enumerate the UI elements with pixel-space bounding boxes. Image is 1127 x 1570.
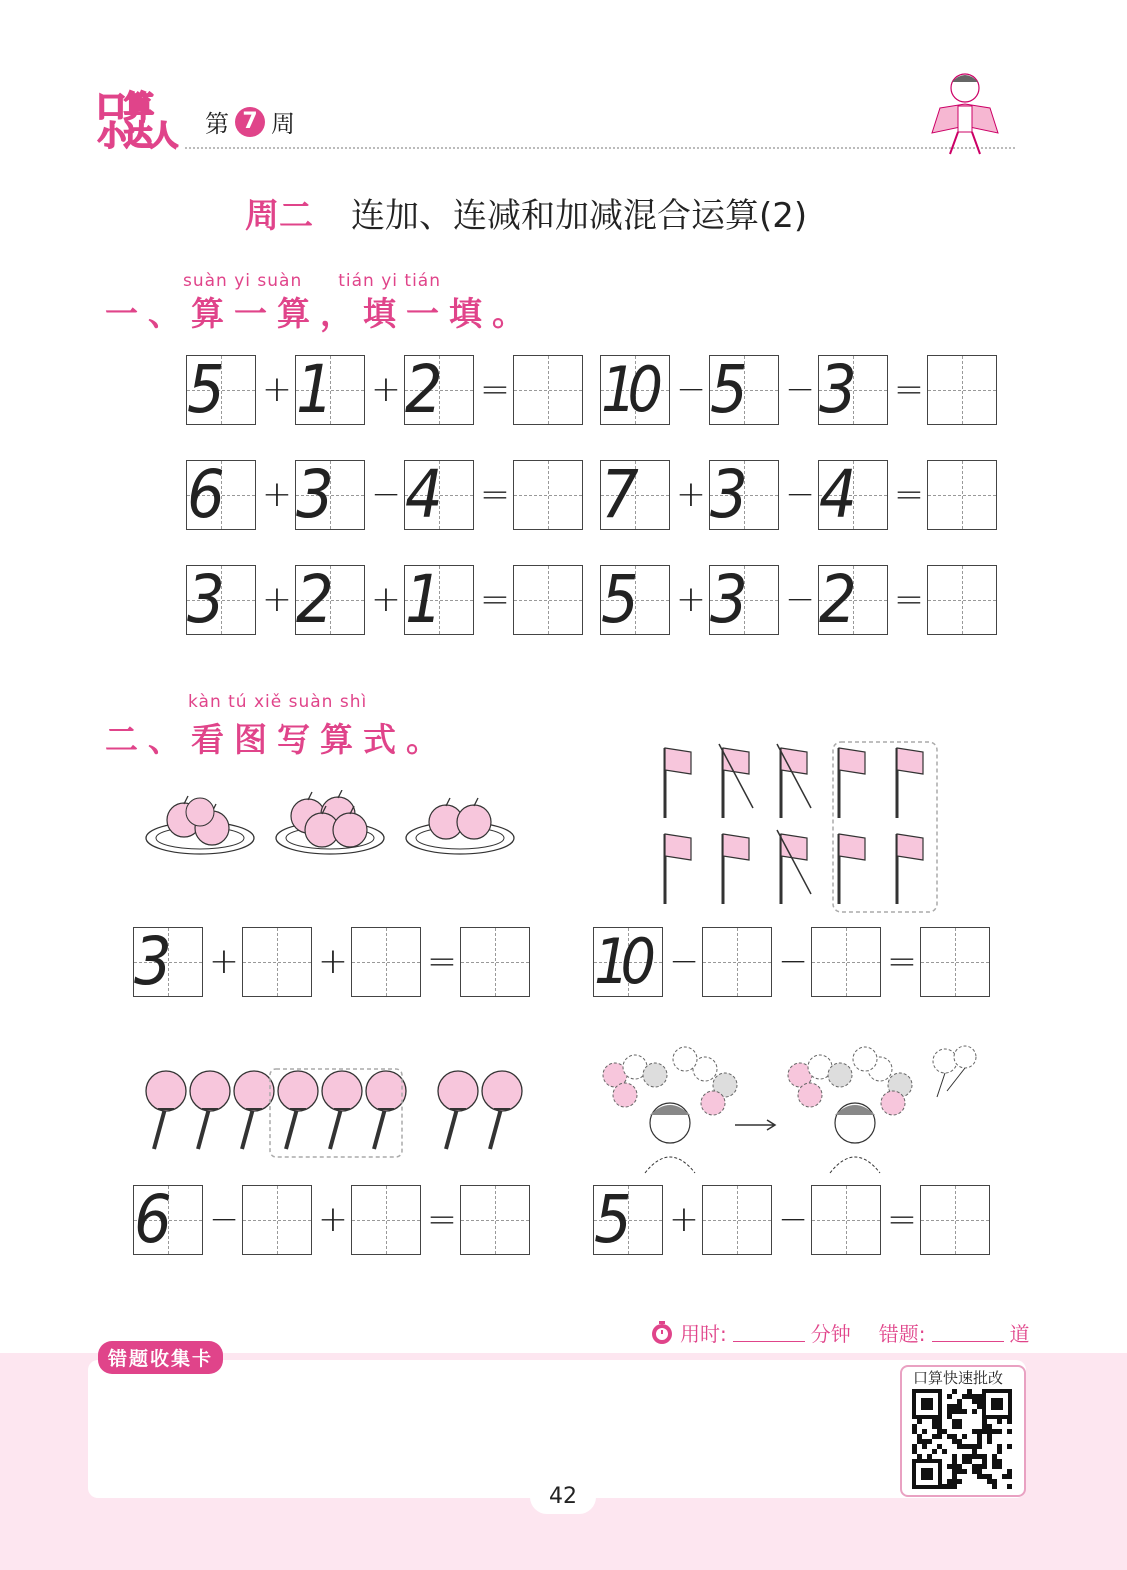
time-unit: 分钟 — [810, 1322, 851, 1346]
operator: + — [261, 579, 293, 620]
lollipop — [438, 1071, 478, 1111]
lollipop — [322, 1071, 362, 1111]
answer-box[interactable] — [920, 1185, 990, 1255]
week-number: 7 — [235, 107, 265, 137]
balloon — [853, 1047, 877, 1071]
lollipop-stick — [330, 1105, 342, 1149]
digit: 2 — [819, 561, 852, 638]
flag — [897, 834, 923, 860]
operator: = — [886, 941, 918, 982]
week-prefix: 第 — [205, 110, 229, 138]
number-box — [709, 456, 779, 533]
section2-heading: 二、看图写算式。 — [105, 720, 449, 759]
operator: = — [479, 474, 511, 515]
error-unit: 道 — [1009, 1322, 1030, 1346]
answer-box[interactable] — [513, 565, 583, 635]
apple — [186, 798, 214, 826]
digit: 4 — [405, 456, 438, 533]
error-collection-card — [88, 1360, 1026, 1498]
operator: + — [317, 1199, 349, 1240]
answer-box[interactable] — [513, 460, 583, 530]
stopwatch-icon — [650, 1321, 674, 1345]
operator: + — [208, 941, 240, 982]
digit: 1 — [405, 561, 438, 638]
balloons-illustration — [595, 1045, 985, 1175]
answer-box[interactable] — [927, 565, 997, 635]
number-box[interactable] — [702, 1185, 772, 1255]
logo — [92, 82, 182, 152]
digit: 5 — [594, 1181, 627, 1258]
lollipop-stick — [374, 1105, 386, 1149]
number-box — [600, 456, 670, 533]
operator: + — [261, 369, 293, 410]
balloon — [673, 1047, 697, 1071]
number-box[interactable] — [702, 927, 772, 997]
flag — [897, 748, 923, 774]
flag — [665, 834, 691, 860]
operator: = — [893, 474, 925, 515]
fruit-plates-illustration — [140, 790, 540, 862]
operator: = — [426, 1199, 458, 1240]
lollipops-illustration — [140, 1065, 540, 1165]
flag — [723, 748, 749, 774]
title-day: 周二 — [245, 196, 313, 236]
number-box — [186, 351, 256, 428]
error-blank[interactable] — [932, 1323, 1004, 1342]
flag — [839, 834, 865, 860]
digit: 1 — [296, 351, 329, 428]
operator: + — [675, 474, 707, 515]
operator: − — [370, 474, 402, 515]
balloon — [828, 1063, 852, 1087]
week-label — [205, 104, 295, 139]
lollipop-stick — [490, 1105, 502, 1149]
time-record — [650, 1318, 1030, 1347]
lollipop — [234, 1071, 274, 1111]
digit: 2 — [296, 561, 329, 638]
operator: + — [317, 941, 349, 982]
balloon — [613, 1083, 637, 1107]
balloon — [701, 1091, 725, 1115]
number-box — [404, 456, 474, 533]
balloon — [954, 1046, 976, 1068]
lollipop-stick — [286, 1105, 298, 1149]
number-box[interactable] — [811, 927, 881, 997]
header-divider — [185, 147, 1015, 149]
number-box — [600, 561, 670, 638]
number-box — [186, 456, 256, 533]
balloon — [933, 1049, 957, 1073]
digit: 5 — [710, 351, 743, 428]
answer-box[interactable] — [920, 927, 990, 997]
operator: − — [784, 474, 816, 515]
section2-pinyin: kàn tú xiě suàn shì — [188, 692, 368, 712]
number-box[interactable] — [811, 1185, 881, 1255]
operator: − — [208, 1199, 240, 1240]
time-label: 用时: — [680, 1322, 727, 1346]
number-box — [593, 927, 663, 997]
mascot-illustration — [920, 68, 1015, 160]
digit: 10 — [594, 925, 648, 998]
number-box — [295, 561, 365, 638]
digit: 3 — [296, 456, 329, 533]
operator: − — [784, 579, 816, 620]
flag — [723, 834, 749, 860]
operator: + — [370, 369, 402, 410]
number-box — [133, 923, 203, 1000]
answer-box[interactable] — [513, 355, 583, 425]
flag — [781, 834, 807, 860]
operator: = — [893, 369, 925, 410]
qr-title: 口算快速批改 — [913, 1369, 1004, 1387]
operator: = — [893, 579, 925, 620]
number-box — [404, 561, 474, 638]
week-suffix: 周 — [271, 110, 295, 138]
section1-heading: 一、算一算，填一填。 — [105, 294, 535, 333]
lollipop-stick — [154, 1105, 166, 1149]
number-box — [593, 1181, 663, 1258]
lollipop — [278, 1071, 318, 1111]
answer-box[interactable] — [927, 460, 997, 530]
lollipop — [482, 1071, 522, 1111]
qr-code[interactable] — [912, 1389, 1012, 1489]
digit: 5 — [601, 561, 634, 638]
number-box — [818, 351, 888, 428]
operator: = — [426, 941, 458, 982]
flag — [665, 748, 691, 774]
operator: + — [668, 1199, 700, 1240]
flag — [781, 748, 807, 774]
answer-box[interactable] — [460, 1185, 530, 1255]
digit: 5 — [187, 351, 220, 428]
digit: 3 — [710, 561, 743, 638]
operator: + — [370, 579, 402, 620]
digit: 10 — [601, 353, 655, 426]
digit: 6 — [187, 456, 220, 533]
operator: − — [675, 369, 707, 410]
operator: − — [777, 941, 809, 982]
digit: 2 — [405, 351, 438, 428]
answer-box[interactable] — [927, 355, 997, 425]
lollipop — [190, 1071, 230, 1111]
flags-illustration — [655, 740, 945, 915]
operator: − — [668, 941, 700, 982]
digit: 6 — [134, 1181, 167, 1258]
operator: − — [777, 1199, 809, 1240]
logo-line1: 口算 — [96, 90, 152, 125]
number-box[interactable] — [242, 927, 312, 997]
number-box — [818, 456, 888, 533]
digit: 4 — [819, 456, 852, 533]
balloon — [643, 1063, 667, 1087]
lollipop — [366, 1071, 406, 1111]
flag — [839, 748, 865, 774]
logo-line2: 小达人 — [98, 119, 177, 152]
error-label: 错题: — [878, 1322, 926, 1346]
number-box — [709, 561, 779, 638]
number-box — [295, 351, 365, 428]
balloon — [881, 1091, 905, 1115]
digit: 3 — [819, 351, 852, 428]
digit: 3 — [134, 923, 167, 1000]
operator: = — [886, 1199, 918, 1240]
digit: 3 — [710, 456, 743, 533]
number-box — [133, 1181, 203, 1258]
page-title — [245, 188, 807, 237]
lollipop-stick — [198, 1105, 210, 1149]
number-box — [600, 355, 670, 425]
apple — [457, 805, 491, 839]
operator: = — [479, 579, 511, 620]
lollipop-stick — [446, 1105, 458, 1149]
error-card-label: 错题收集卡 — [98, 1341, 223, 1374]
operator: + — [675, 579, 707, 620]
number-box — [818, 561, 888, 638]
digit: 3 — [187, 561, 220, 638]
lollipop-stick — [242, 1105, 254, 1149]
time-blank[interactable] — [733, 1323, 805, 1342]
title-topic: 连加、连减和加减混合运算(2) — [351, 196, 808, 236]
operator: = — [479, 369, 511, 410]
number-box[interactable] — [351, 927, 421, 997]
number-box[interactable] — [351, 1185, 421, 1255]
number-box — [404, 351, 474, 428]
digit: 7 — [601, 456, 634, 533]
operator: + — [261, 474, 293, 515]
balloon — [798, 1083, 822, 1107]
number-box — [709, 351, 779, 428]
number-box — [295, 456, 365, 533]
number-box — [186, 561, 256, 638]
page-number: 42 — [530, 1480, 596, 1514]
section1-pinyin: suàn yi suàn tián yi tián — [183, 271, 441, 291]
answer-box[interactable] — [460, 927, 530, 997]
number-box[interactable] — [242, 1185, 312, 1255]
lollipop — [146, 1071, 186, 1111]
apple — [333, 813, 367, 847]
operator: − — [784, 369, 816, 410]
